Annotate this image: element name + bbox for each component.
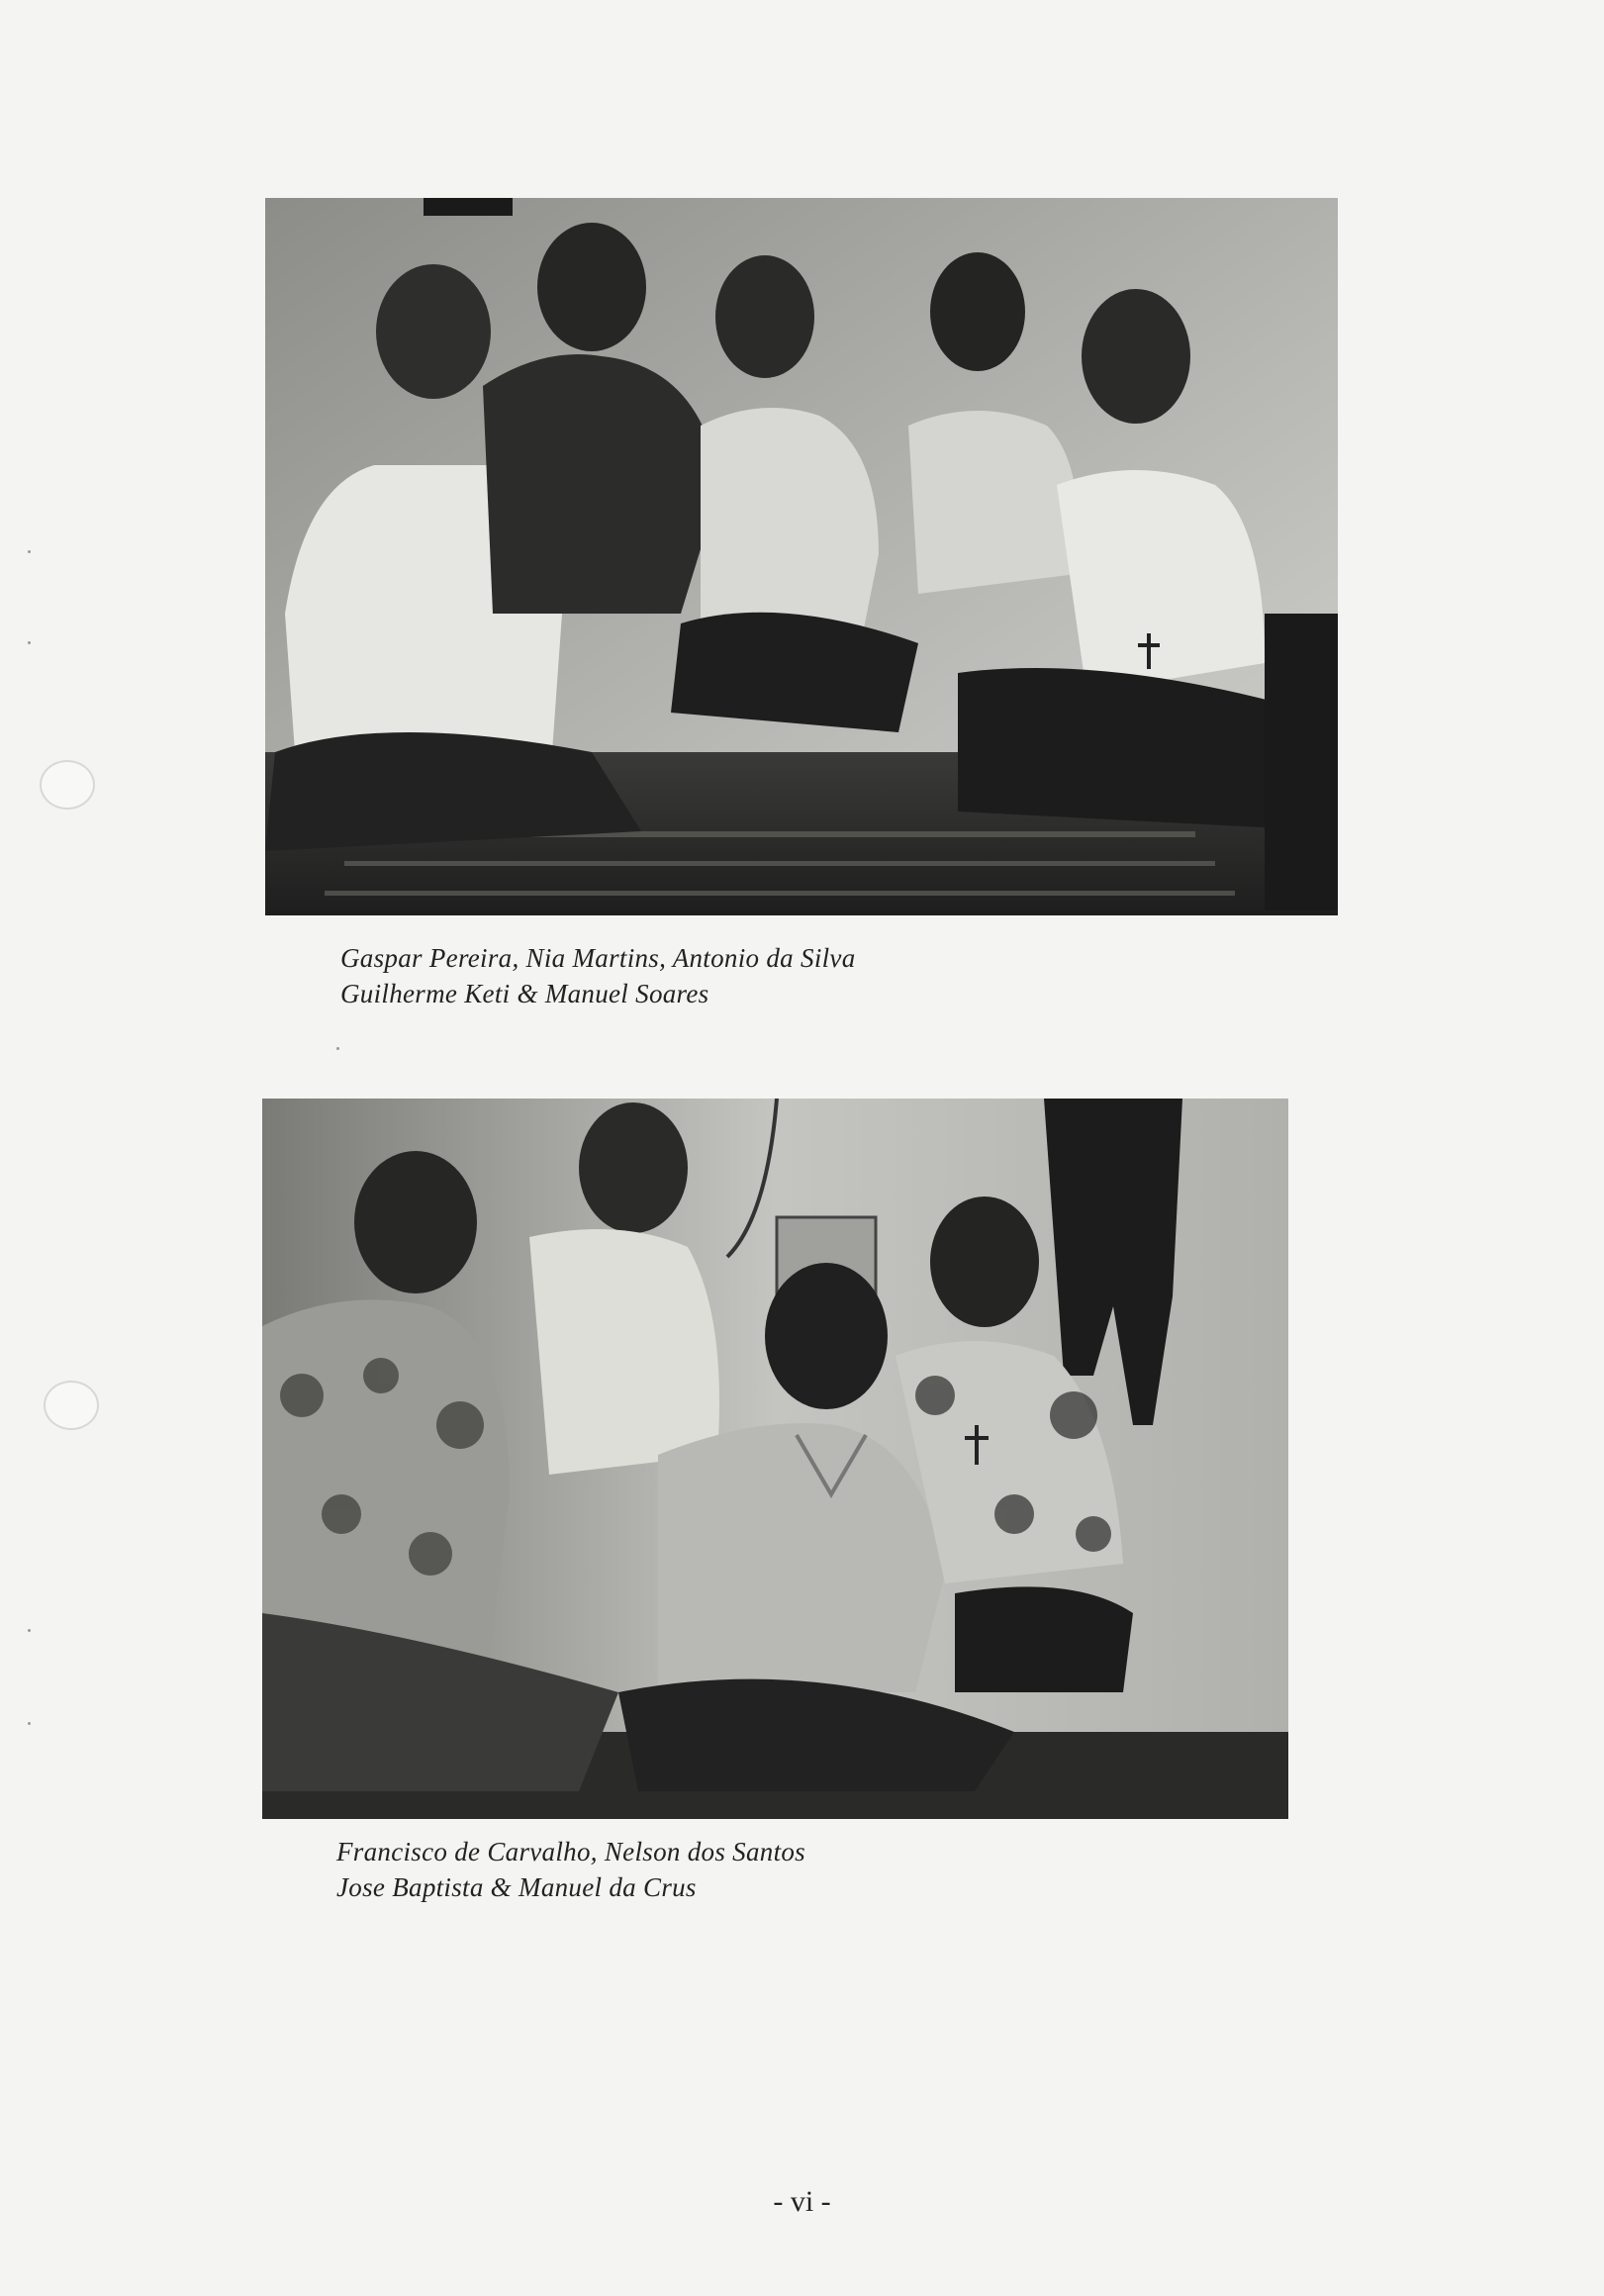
paper-speck xyxy=(28,1629,31,1632)
group-photo-2 xyxy=(262,1099,1288,1819)
paper-speck xyxy=(28,550,31,553)
paper-speck xyxy=(336,1047,339,1050)
punch-hole xyxy=(40,760,95,810)
group-photo-1 xyxy=(265,198,1338,915)
paper-speck xyxy=(28,641,31,644)
photo-2-caption xyxy=(336,1834,805,1905)
photo-1-image xyxy=(265,198,1338,915)
photo-1-caption-line-1: Gaspar Pereira, Nia Martins, Antonio da Silva xyxy=(340,943,856,973)
paper-speck xyxy=(28,1722,31,1725)
photo-2-image xyxy=(262,1099,1288,1819)
punch-hole xyxy=(44,1381,99,1430)
photo-2-caption-line-2: Jose Baptista & Manuel da Crus xyxy=(336,1872,697,1902)
page-number: - vi - xyxy=(773,2185,831,2218)
photo-1-caption-line-2: Guilherme Keti & Manuel Soares xyxy=(340,979,709,1008)
photo-1-caption xyxy=(340,940,856,1011)
photo-2-caption-line-1: Francisco de Carvalho, Nelson dos Santos xyxy=(336,1837,805,1866)
